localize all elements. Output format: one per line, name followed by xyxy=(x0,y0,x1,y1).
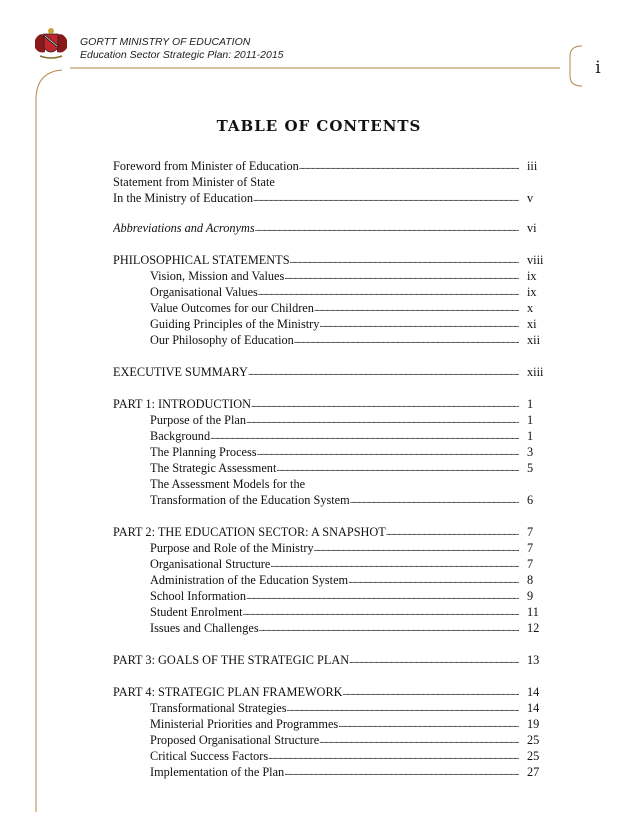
toc-entry[interactable]: Organisational Structure ..... 7 xyxy=(113,556,563,572)
toc-entry[interactable]: The Planning Process ..... 3 xyxy=(113,444,563,460)
toc-entry[interactable]: Vision, Mission and Values ..... ix xyxy=(113,268,563,284)
toc-entry[interactable]: Purpose of the Plan ..... 1 xyxy=(113,412,563,428)
toc-entry[interactable]: Proposed Organisational Structure ..... 25 xyxy=(113,732,563,748)
toc-entry[interactable]: Our Philosophy of Education ..... xii xyxy=(113,332,563,348)
toc-entry[interactable]: Issues and Challenges ..... 12 xyxy=(113,620,563,636)
toc-entry[interactable]: School Information ..... 9 xyxy=(113,588,563,604)
toc-entry[interactable]: The Strategic Assessment ..... 5 xyxy=(113,460,563,476)
coat-of-arms-logo xyxy=(31,26,71,62)
toc-entry[interactable]: In the Ministry of Education ..... v xyxy=(113,190,563,206)
table-of-contents xyxy=(113,158,563,780)
page-header xyxy=(80,36,284,62)
toc-section[interactable]: PART 1: INTRODUCTION ..... 1 xyxy=(113,396,563,412)
toc-entry[interactable]: Transformational Strategies ..... 14 xyxy=(113,700,563,716)
header-doc-title: Education Sector Strategic Plan: 2011-2015 xyxy=(80,49,284,61)
toc-section[interactable]: EXECUTIVE SUMMARY ..... xiii xyxy=(113,364,563,380)
toc-entry[interactable]: Implementation of the Plan ..... 27 xyxy=(113,764,563,780)
toc-entry[interactable]: Foreword from Minister of Education ..... iii xyxy=(113,158,563,174)
toc-entry[interactable]: Transformation of the Education System ..... 6 xyxy=(113,492,563,508)
toc-section[interactable]: PART 4: STRATEGIC PLAN FRAMEWORK ..... 14 xyxy=(113,684,563,700)
toc-entry: Statement from Minister of State xyxy=(113,175,275,189)
toc-entry[interactable]: Abbreviations and Acronyms ..... vi xyxy=(113,220,563,236)
toc-entry[interactable]: Guiding Principles of the Ministry ..... xi xyxy=(113,316,563,332)
toc-entry[interactable]: Critical Success Factors ..... 25 xyxy=(113,748,563,764)
toc-entry[interactable]: Purpose and Role of the Ministry ..... 7 xyxy=(113,540,563,556)
header-org: GORTT MINISTRY OF EDUCATION xyxy=(80,36,251,48)
toc-entry[interactable]: Organisational Values ..... ix xyxy=(113,284,563,300)
toc-entry[interactable]: Ministerial Priorities and Programmes ..... 19 xyxy=(113,716,563,732)
toc-entry[interactable]: Administration of the Education System ..... 8 xyxy=(113,572,563,588)
toc-entry[interactable]: Value Outcomes for our Children ..... x xyxy=(113,300,563,316)
toc-section[interactable]: PART 3: GOALS OF THE STRATEGIC PLAN ..... 13 xyxy=(113,652,563,668)
page-number: i xyxy=(595,58,601,78)
toc-entry[interactable]: Student Enrolment ..... 11 xyxy=(113,604,563,620)
toc-section[interactable]: PART 2: THE EDUCATION SECTOR: A SNAPSHOT ..... 7 xyxy=(113,524,563,540)
toc-entry: The Assessment Models for the xyxy=(150,477,306,491)
toc-entry[interactable]: Background ..... 1 xyxy=(113,428,563,444)
toc-section[interactable]: PHILOSOPHICAL STATEMENTS ..... viii xyxy=(113,252,563,268)
toc-title: TABLE OF CONTENTS xyxy=(216,117,422,135)
